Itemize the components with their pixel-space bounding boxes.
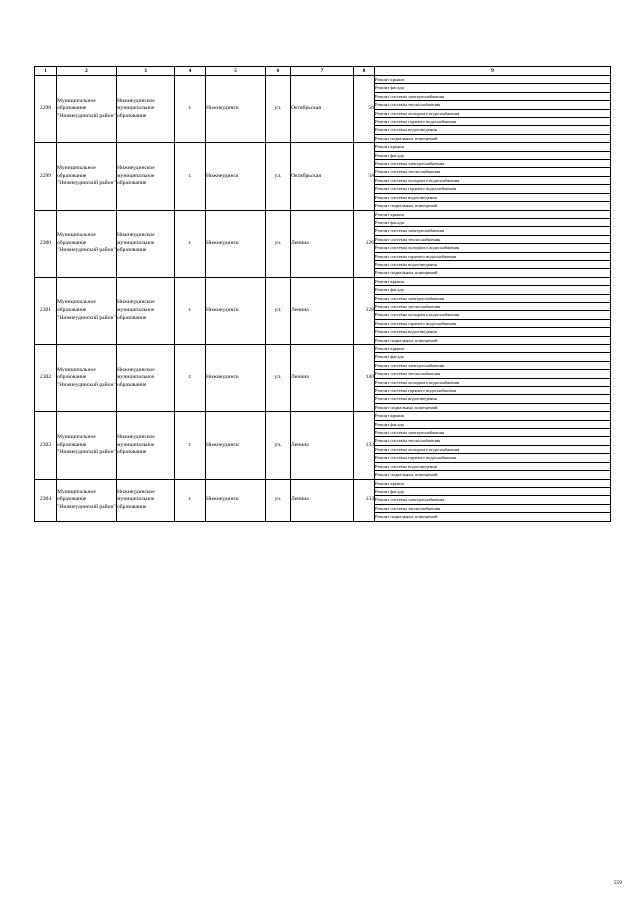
table-row bbox=[35, 143, 611, 151]
district-cell: Муниципальное образование "Нижнеудинский район" bbox=[57, 76, 117, 143]
street-cell: Ленина bbox=[291, 277, 354, 344]
district-cell: Муниципальное образование "Нижнеудинский район" bbox=[57, 479, 117, 521]
municipality-cell: Нижнеудинское муниципальное образование bbox=[117, 277, 175, 344]
work-item: Ремонт подвальных помещений bbox=[375, 403, 611, 411]
work-item: Ремонт крыши bbox=[375, 412, 611, 420]
street-type-cell: ул. bbox=[266, 412, 291, 479]
municipality-cell: Нижнеудинское муниципальное образование bbox=[117, 143, 175, 210]
header-col-4: 4 bbox=[175, 67, 206, 76]
work-item: Ремонт системы водоотведения bbox=[375, 462, 611, 470]
settlement-type-cell: г. bbox=[175, 412, 206, 479]
work-item: Ремонт системы водоотведения bbox=[375, 260, 611, 268]
header-col-2: 2 bbox=[57, 67, 117, 76]
street-cell: Ленина bbox=[291, 210, 354, 277]
work-item: Ремонт системы горячего водоснабжения bbox=[375, 387, 611, 395]
work-item: Ремонт крыши bbox=[375, 277, 611, 285]
registry-table bbox=[34, 66, 611, 522]
work-item: Ремонт фасада bbox=[375, 487, 611, 495]
work-item: Ремонт системы теплоснабжения bbox=[375, 437, 611, 445]
row-number: 2300 bbox=[35, 210, 57, 277]
house-number-cell: 128 bbox=[354, 277, 375, 344]
street-type-cell: ул. bbox=[266, 277, 291, 344]
work-item: Ремонт системы водоотведения bbox=[375, 193, 611, 201]
street-cell: Ленина bbox=[291, 412, 354, 479]
work-item: Ремонт системы теплоснабжения bbox=[375, 302, 611, 310]
table-row bbox=[35, 479, 611, 487]
work-item: Ремонт системы холодного водоснабжения bbox=[375, 311, 611, 319]
work-item: Ремонт подвальных помещений bbox=[375, 471, 611, 479]
street-cell: Ленина bbox=[291, 345, 354, 412]
work-item: Ремонт крыши bbox=[375, 143, 611, 151]
work-item: Ремонт системы электроснабжения bbox=[375, 496, 611, 504]
work-item: Ремонт подвальных помещений bbox=[375, 513, 611, 521]
street-type-cell: ул. bbox=[266, 76, 291, 143]
work-item: Ремонт крыши bbox=[375, 210, 611, 218]
settlement-cell: Нижнеудинск bbox=[206, 143, 266, 210]
work-item: Ремонт системы горячего водоснабжения bbox=[375, 319, 611, 327]
district-cell: Муниципальное образование "Нижнеудинский район" bbox=[57, 345, 117, 412]
work-item: Ремонт системы водоотведения bbox=[375, 328, 611, 336]
street-type-cell: ул. bbox=[266, 479, 291, 521]
row-number: 2299 bbox=[35, 143, 57, 210]
work-item: Ремонт системы холодного водоснабжения bbox=[375, 378, 611, 386]
row-number: 2304 bbox=[35, 479, 57, 521]
work-item: Ремонт подвальных помещений bbox=[375, 134, 611, 142]
registry-body bbox=[35, 76, 611, 522]
work-item: Ремонт фасада bbox=[375, 286, 611, 294]
work-item: Ремонт подвальных помещений bbox=[375, 202, 611, 210]
work-item: Ремонт крыши bbox=[375, 479, 611, 487]
header-col-5: 5 bbox=[206, 67, 266, 76]
work-item: Ремонт системы электроснабжения bbox=[375, 429, 611, 437]
header-row bbox=[35, 67, 611, 76]
page-number: 559 bbox=[613, 880, 622, 886]
work-item: Ремонт фасада bbox=[375, 84, 611, 92]
work-item: Ремонт системы теплоснабжения bbox=[375, 370, 611, 378]
work-item: Ремонт крыши bbox=[375, 345, 611, 353]
work-item: Ремонт системы теплоснабжения bbox=[375, 504, 611, 512]
district-cell: Муниципальное образование "Нижнеудинский район" bbox=[57, 412, 117, 479]
settlement-cell: Нижнеудинск bbox=[206, 412, 266, 479]
work-item: Ремонт системы теплоснабжения bbox=[375, 235, 611, 243]
house-number-cell: 132 bbox=[354, 412, 375, 479]
work-item: Ремонт системы электроснабжения bbox=[375, 160, 611, 168]
table-row bbox=[35, 345, 611, 353]
municipality-cell: Нижнеудинское муниципальное образование bbox=[117, 479, 175, 521]
table-row bbox=[35, 277, 611, 285]
work-item: Ремонт системы водоотведения bbox=[375, 395, 611, 403]
work-item: Ремонт системы холодного водоснабжения bbox=[375, 445, 611, 453]
settlement-type-cell: г. bbox=[175, 210, 206, 277]
street-type-cell: ул. bbox=[266, 345, 291, 412]
row-number: 2302 bbox=[35, 345, 57, 412]
settlement-cell: Нижнеудинск bbox=[206, 277, 266, 344]
street-cell: Ленина bbox=[291, 479, 354, 521]
header-col-1: 1 bbox=[35, 67, 57, 76]
street-type-cell: ул. bbox=[266, 210, 291, 277]
work-item: Ремонт системы водоотведения bbox=[375, 126, 611, 134]
work-item: Ремонт системы холодного водоснабжения bbox=[375, 244, 611, 252]
work-item: Ремонт системы горячего водоснабжения bbox=[375, 118, 611, 126]
work-item: Ремонт системы горячего водоснабжения bbox=[375, 185, 611, 193]
work-item: Ремонт фасада bbox=[375, 353, 611, 361]
work-item: Ремонт фасада bbox=[375, 420, 611, 428]
settlement-type-cell: г. bbox=[175, 345, 206, 412]
work-item: Ремонт подвальных помещений bbox=[375, 336, 611, 344]
table-row bbox=[35, 210, 611, 218]
work-item: Ремонт системы холодного водоснабжения bbox=[375, 109, 611, 117]
street-cell: Октябрьская bbox=[291, 76, 354, 143]
district-cell: Муниципальное образование "Нижнеудинский район" bbox=[57, 277, 117, 344]
settlement-type-cell: г. bbox=[175, 277, 206, 344]
header-col-7: 7 bbox=[291, 67, 354, 76]
table-row bbox=[35, 412, 611, 420]
work-item: Ремонт системы горячего водоснабжения bbox=[375, 454, 611, 462]
work-item: Ремонт фасада bbox=[375, 151, 611, 159]
settlement-cell: Нижнеудинск bbox=[206, 479, 266, 521]
work-item: Ремонт системы теплоснабжения bbox=[375, 168, 611, 176]
municipality-cell: Нижнеудинское муниципальное образование bbox=[117, 412, 175, 479]
settlement-type-cell: г. bbox=[175, 479, 206, 521]
settlement-type-cell: г. bbox=[175, 76, 206, 143]
work-item: Ремонт системы электроснабжения bbox=[375, 294, 611, 302]
settlement-cell: Нижнеудинск bbox=[206, 76, 266, 143]
header-col-3: 3 bbox=[117, 67, 175, 76]
work-item: Ремонт системы теплоснабжения bbox=[375, 101, 611, 109]
row-number: 2303 bbox=[35, 412, 57, 479]
house-number-cell: 130 bbox=[354, 345, 375, 412]
settlement-cell: Нижнеудинск bbox=[206, 210, 266, 277]
settlement-cell: Нижнеудинск bbox=[206, 345, 266, 412]
street-type-cell: ул. bbox=[266, 143, 291, 210]
settlement-type-cell: г. bbox=[175, 143, 206, 210]
header-col-8: 8 bbox=[354, 67, 375, 76]
work-item: Ремонт системы электроснабжения bbox=[375, 361, 611, 369]
house-number-cell: 58 bbox=[354, 143, 375, 210]
house-number-cell: 126 bbox=[354, 210, 375, 277]
work-item: Ремонт системы горячего водоснабжения bbox=[375, 252, 611, 260]
house-number-cell: 133 bbox=[354, 479, 375, 521]
work-item: Ремонт системы электроснабжения bbox=[375, 227, 611, 235]
work-item: Ремонт системы холодного водоснабжения bbox=[375, 176, 611, 184]
municipality-cell: Нижнеудинское муниципальное образование bbox=[117, 345, 175, 412]
row-number: 2301 bbox=[35, 277, 57, 344]
table-row bbox=[35, 76, 611, 84]
work-item: Ремонт подвальных помещений bbox=[375, 269, 611, 277]
header-col-6: 6 bbox=[266, 67, 291, 76]
municipality-cell: Нижнеудинское муниципальное образование bbox=[117, 76, 175, 143]
municipality-cell: Нижнеудинское муниципальное образование bbox=[117, 210, 175, 277]
district-cell: Муниципальное образование "Нижнеудинский район" bbox=[57, 210, 117, 277]
work-item: Ремонт крыши bbox=[375, 76, 611, 84]
work-item: Ремонт фасада bbox=[375, 218, 611, 226]
work-item: Ремонт системы электроснабжения bbox=[375, 92, 611, 100]
district-cell: Муниципальное образование "Нижнеудинский район" bbox=[57, 143, 117, 210]
row-number: 2298 bbox=[35, 76, 57, 143]
header-col-9: 9 bbox=[375, 67, 611, 76]
house-number-cell: 56 bbox=[354, 76, 375, 143]
street-cell: Октябрьская bbox=[291, 143, 354, 210]
